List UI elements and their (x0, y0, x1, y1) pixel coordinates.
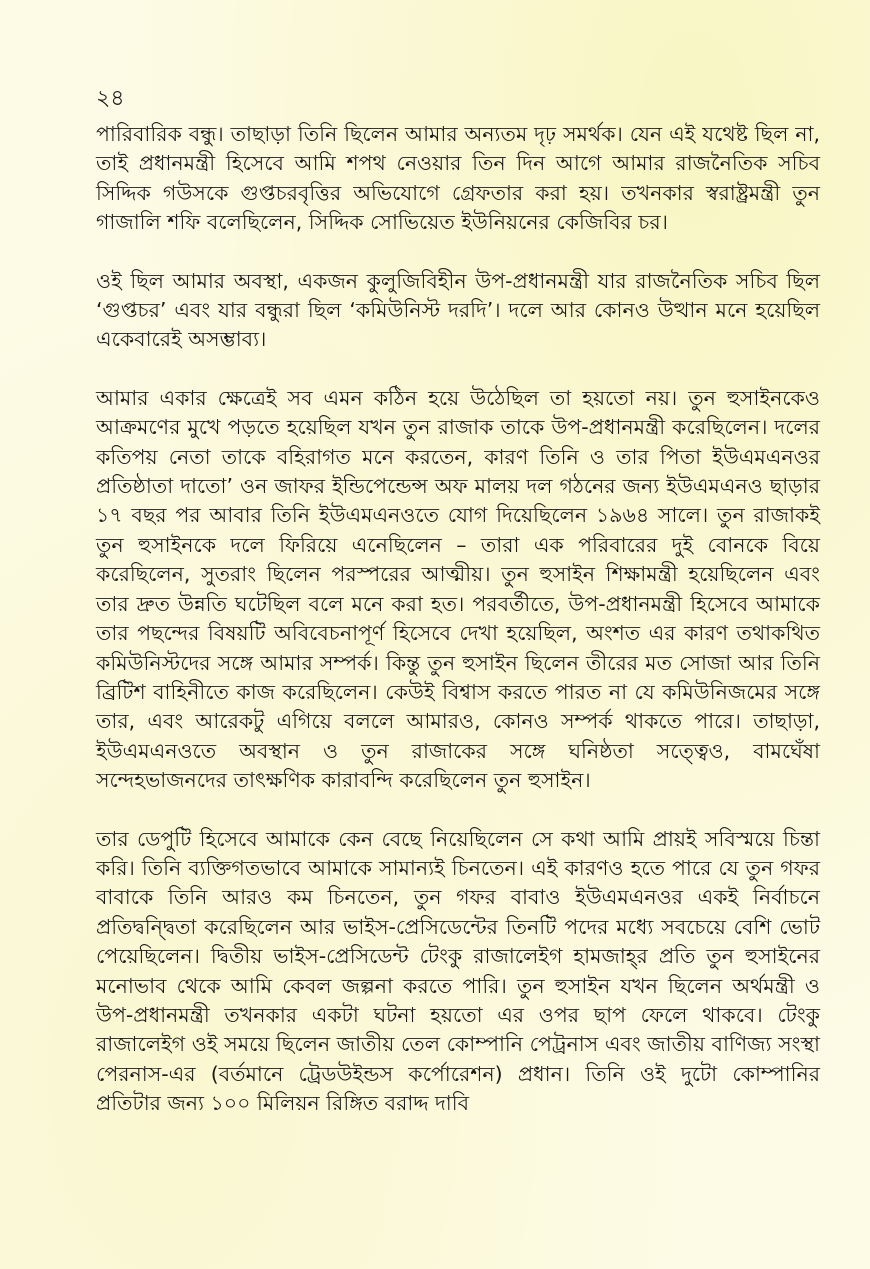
page-number: ২৪ (96, 86, 125, 111)
paragraph-4: তার ডেপুটি হিসেবে আমাকে কেন বেছে নিয়েছিলেন সে কথা আমি প্রায়ই সবিস্ময়ে চিন্তা করি। তিনি ব্যক্তিগতভাবে আমাকে সামান্যই চিনতেন। এই কারণও হতে পারে যে তুন গফর বাবাকে তিনি আরও কম চিনতেন, তুন গফর বাবাও ইউএমএনওর একই নির্বাচনে প্রতিদ্বন্দ্বিতা করেছিলেন আর ভাইস-প্রেসিডেন্টের তিনটি পদের মধ্যে সবচেয়ে বেশি ভোট পেয়েছিলেন। দ্বিতীয় ভাইস-প্রেসিডেন্ট টেংকু রাজালেইগ হামজাহ্‌র প্রতি তুন হুসাইনের মনোভাব থেকে আমি কেবল জল্পনা করতে পারি। তুন হুসাইন যখন ছিলেন অর্থমন্ত্রী ও উপ-প্রধানমন্ত্রী তখনকার একটা ঘটনা হয়তো এর ওপর ছাপ ফেলে থাকবে। টেংকু রাজালেইগ ওই সময়ে ছিলেন জাতীয় তেল কোম্পানি পেট্রনাস এবং জাতীয় বাণিজ্য সংস্থা পেরনাস-এর (বর্তমানে ট্রেডউইন্ডস কর্পোরেশন) প্রধান। তিনি ওই দুটো কোম্পানির প্রতিটার জন্য ১০০ মিলিয়ন রিঙ্গিত বরাদ্দ দাবি (96, 826, 820, 1116)
paragraph-2: ওই ছিল আমার অবস্থা, একজন কুলুজিবিহীন উপ-প্রধানমন্ত্রী যার রাজনৈতিক সচিব ছিল ‘গুপ্তচর’ এবং যার বন্ধুরা ছিল ‘কমিউনিস্ট দরদি’। দলে আর কোনও উত্থান মনে হয়েছিল একেবারেই অসম্ভাব্য। (96, 268, 820, 352)
body-text (96, 120, 820, 1119)
paragraph-3: আমার একার ক্ষেত্রেই সব এমন কঠিন হয়ে উঠেছিল তা হয়তো নয়। তুন হুসাইনকেও আক্রমণের মুখে পড়তে হয়েছিল যখন তুন রাজাক তাকে উপ-প্রধানমন্ত্রী করেছিলেন। দলের কতিপয় নেতা তাকে বহিরাগত মনে করতেন, কারণ তিনি ও তার পিতা ইউএমএনওর প্রতিষ্ঠাতা দাতো’ ওন জাফর ইন্ডিপেন্ডেন্স অফ মালয় দল গঠনের জন্য ইউএমএনও ছাড়ার ১৭ বছর পর আবার তিনি ইউএমএনওতে যোগ দিয়েছিলেন ১৯৬৪ সালে। তুন রাজাকই তুন হুসাইনকে দলে ফিরিয়ে এনেছিলেন – তারা এক পরিবারের দুই বোনকে বিয়ে করেছিলেন, সুতরাং ছিলেন পরস্পরের আত্মীয়। তুন হুসাইন শিক্ষামন্ত্রী হয়েছিলেন এবং তার দ্রুত উন্নতি ঘটেছিল বলে মনে করা হত। পরবর্তীতে, উপ-প্রধানমন্ত্রী হিসেবে আমাকে তার পছন্দের বিষয়টি অবিবেচনাপূর্ণ হিসেবে দেখা হয়েছিল, অংশত এর কারণ তথাকথিত কমিউনিস্টদের সঙ্গে আমার সম্পর্ক। কিন্তু তুন হুসাইন ছিলেন তীরের মত সোজা আর তিনি ব্রিটিশ বাহিনীতে কাজ করেছিলেন। কেউই বিশ্বাস করতে পারত না যে কমিউনিজমের সঙ্গে তার, এবং আরেকটু এগিয়ে বললে আমারও, কোনও সম্পর্ক থাকতে পারে। তাছাড়া, ইউএমএনওতে অবস্থান ও তুন রাজাকের সঙ্গে ঘনিষ্ঠতা সত্ত্বেও, বামঘেঁষা সন্দেহভাজনদের তাৎক্ষণিক কারাবন্দি করেছিলেন তুন হুসাইন। (96, 385, 820, 793)
paragraph-1: পারিবারিক বন্ধু। তাছাড়া তিনি ছিলেন আমার অন্যতম দৃঢ় সমর্থক। যেন এই যথেষ্ট ছিল না, তাই প্রধানমন্ত্রী হিসেবে আমি শপথ নেওয়ার তিন দিন আগে আমার রাজনৈতিক সচিব সিদ্দিক গউসকে গুপ্তচরবৃত্তির অভিযোগে গ্রেফতার করা হয়। তখনকার স্বরাষ্ট্রমন্ত্রী তুন গাজালি শফি বলেছিলেন, সিদ্দিক সোভিয়েত ইউনিয়নের কেজিবির চর। (96, 122, 820, 235)
